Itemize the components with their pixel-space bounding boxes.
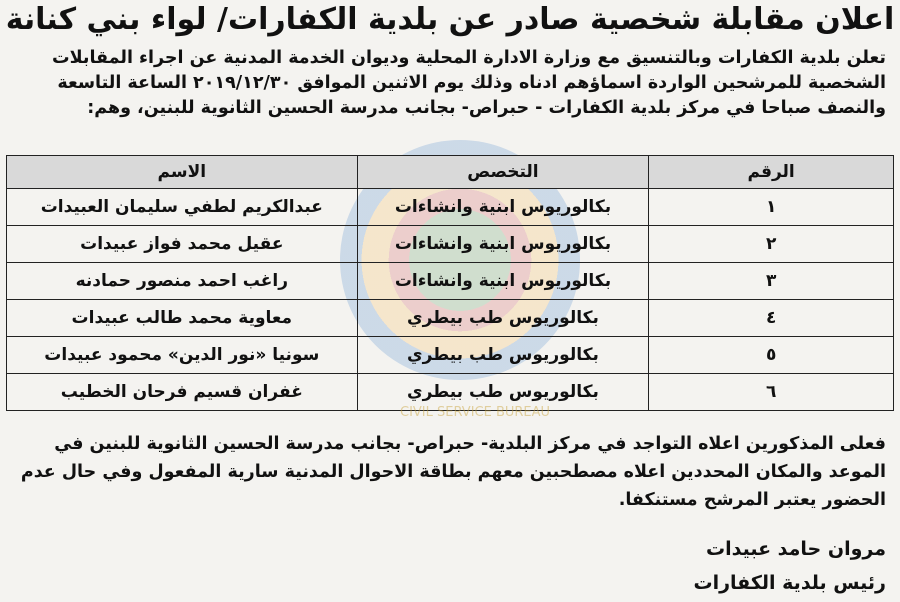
cell-name: معاوية محمد طالب عبيدات	[7, 300, 358, 337]
closing-line: فعلى المذكورين اعلاه التواجد في مركز البلدية- حبراص- بجانب مدرسة الحسين الثانوية للبنين في	[54, 434, 886, 454]
watermark-caption: CIVIL SERVICE BUREAU	[400, 405, 551, 420]
table-row	[7, 374, 894, 411]
intro-line: الشخصية للمرشحين الواردة اسماؤهم ادناه وذلك يوم الاثنين الموافق ٢٠١٩/١٢/٣٠ الساعة التاسعة	[57, 73, 886, 93]
signatory-name: مروان حامد عبيدات	[706, 538, 886, 560]
table-row	[7, 263, 894, 300]
header-number: الرقم	[649, 156, 894, 189]
table-row	[7, 300, 894, 337]
cell-specialization: بكالوريوس طب بيطري	[357, 337, 649, 374]
cell-name: راغب احمد منصور حمادنه	[7, 263, 358, 300]
intro-paragraph	[8, 46, 886, 121]
cell-name: عبدالكريم لطفي سليمان العبيدات	[7, 189, 358, 226]
header-name: الاسم	[7, 156, 358, 189]
closing-line: الحضور يعتبر المرشح مستنكفا.	[618, 490, 886, 510]
table-row	[7, 337, 894, 374]
cell-number: ١	[649, 189, 894, 226]
cell-specialization: بكالوريوس ابنية وانشاءات	[357, 263, 649, 300]
header-specialization: التخصص	[357, 156, 649, 189]
cell-specialization: بكالوريوس طب بيطري	[357, 300, 649, 337]
cell-number: ٣	[649, 263, 894, 300]
cell-specialization: بكالوريوس طب بيطري	[357, 374, 649, 411]
cell-name: سونيا «نور الدين» محمود عبيدات	[7, 337, 358, 374]
signatory-title: رئيس بلدية الكفارات	[693, 572, 886, 594]
cell-number: ٥	[649, 337, 894, 374]
cell-name: غفران قسيم فرحان الخطيب	[7, 374, 358, 411]
cell-number: ٤	[649, 300, 894, 337]
closing-line: الموعد والمكان المحددين اعلاه مصطحبين معهم بطاقة الاحوال المدنية سارية المفعول وفي حال عدم	[20, 462, 886, 482]
cell-name: عقيل محمد فواز عبيدات	[7, 226, 358, 263]
cell-number: ٦	[649, 374, 894, 411]
cell-number: ٢	[649, 226, 894, 263]
announcement-title: اعلان مقابلة شخصية صادر عن بلدية الكفارات/ لواء بني كنانة	[5, 2, 895, 37]
table-row	[7, 226, 894, 263]
closing-paragraph	[8, 430, 886, 514]
intro-line: تعلن بلدية الكفارات وبالتنسيق مع وزارة الادارة المحلية وديوان الخدمة المدنية عن اجراء المقابلات	[52, 48, 886, 68]
intro-line: والنصف صباحا في مركز بلدية الكفارات - حبراص- بجانب مدرسة الحسين الثانوية للبنين، وهم:	[87, 98, 886, 118]
cell-specialization: بكالوريوس ابنية وانشاءات	[357, 189, 649, 226]
cell-specialization: بكالوريوس ابنية وانشاءات	[357, 226, 649, 263]
candidates-table	[6, 155, 894, 411]
table-header-row	[7, 156, 894, 189]
table-row	[7, 189, 894, 226]
